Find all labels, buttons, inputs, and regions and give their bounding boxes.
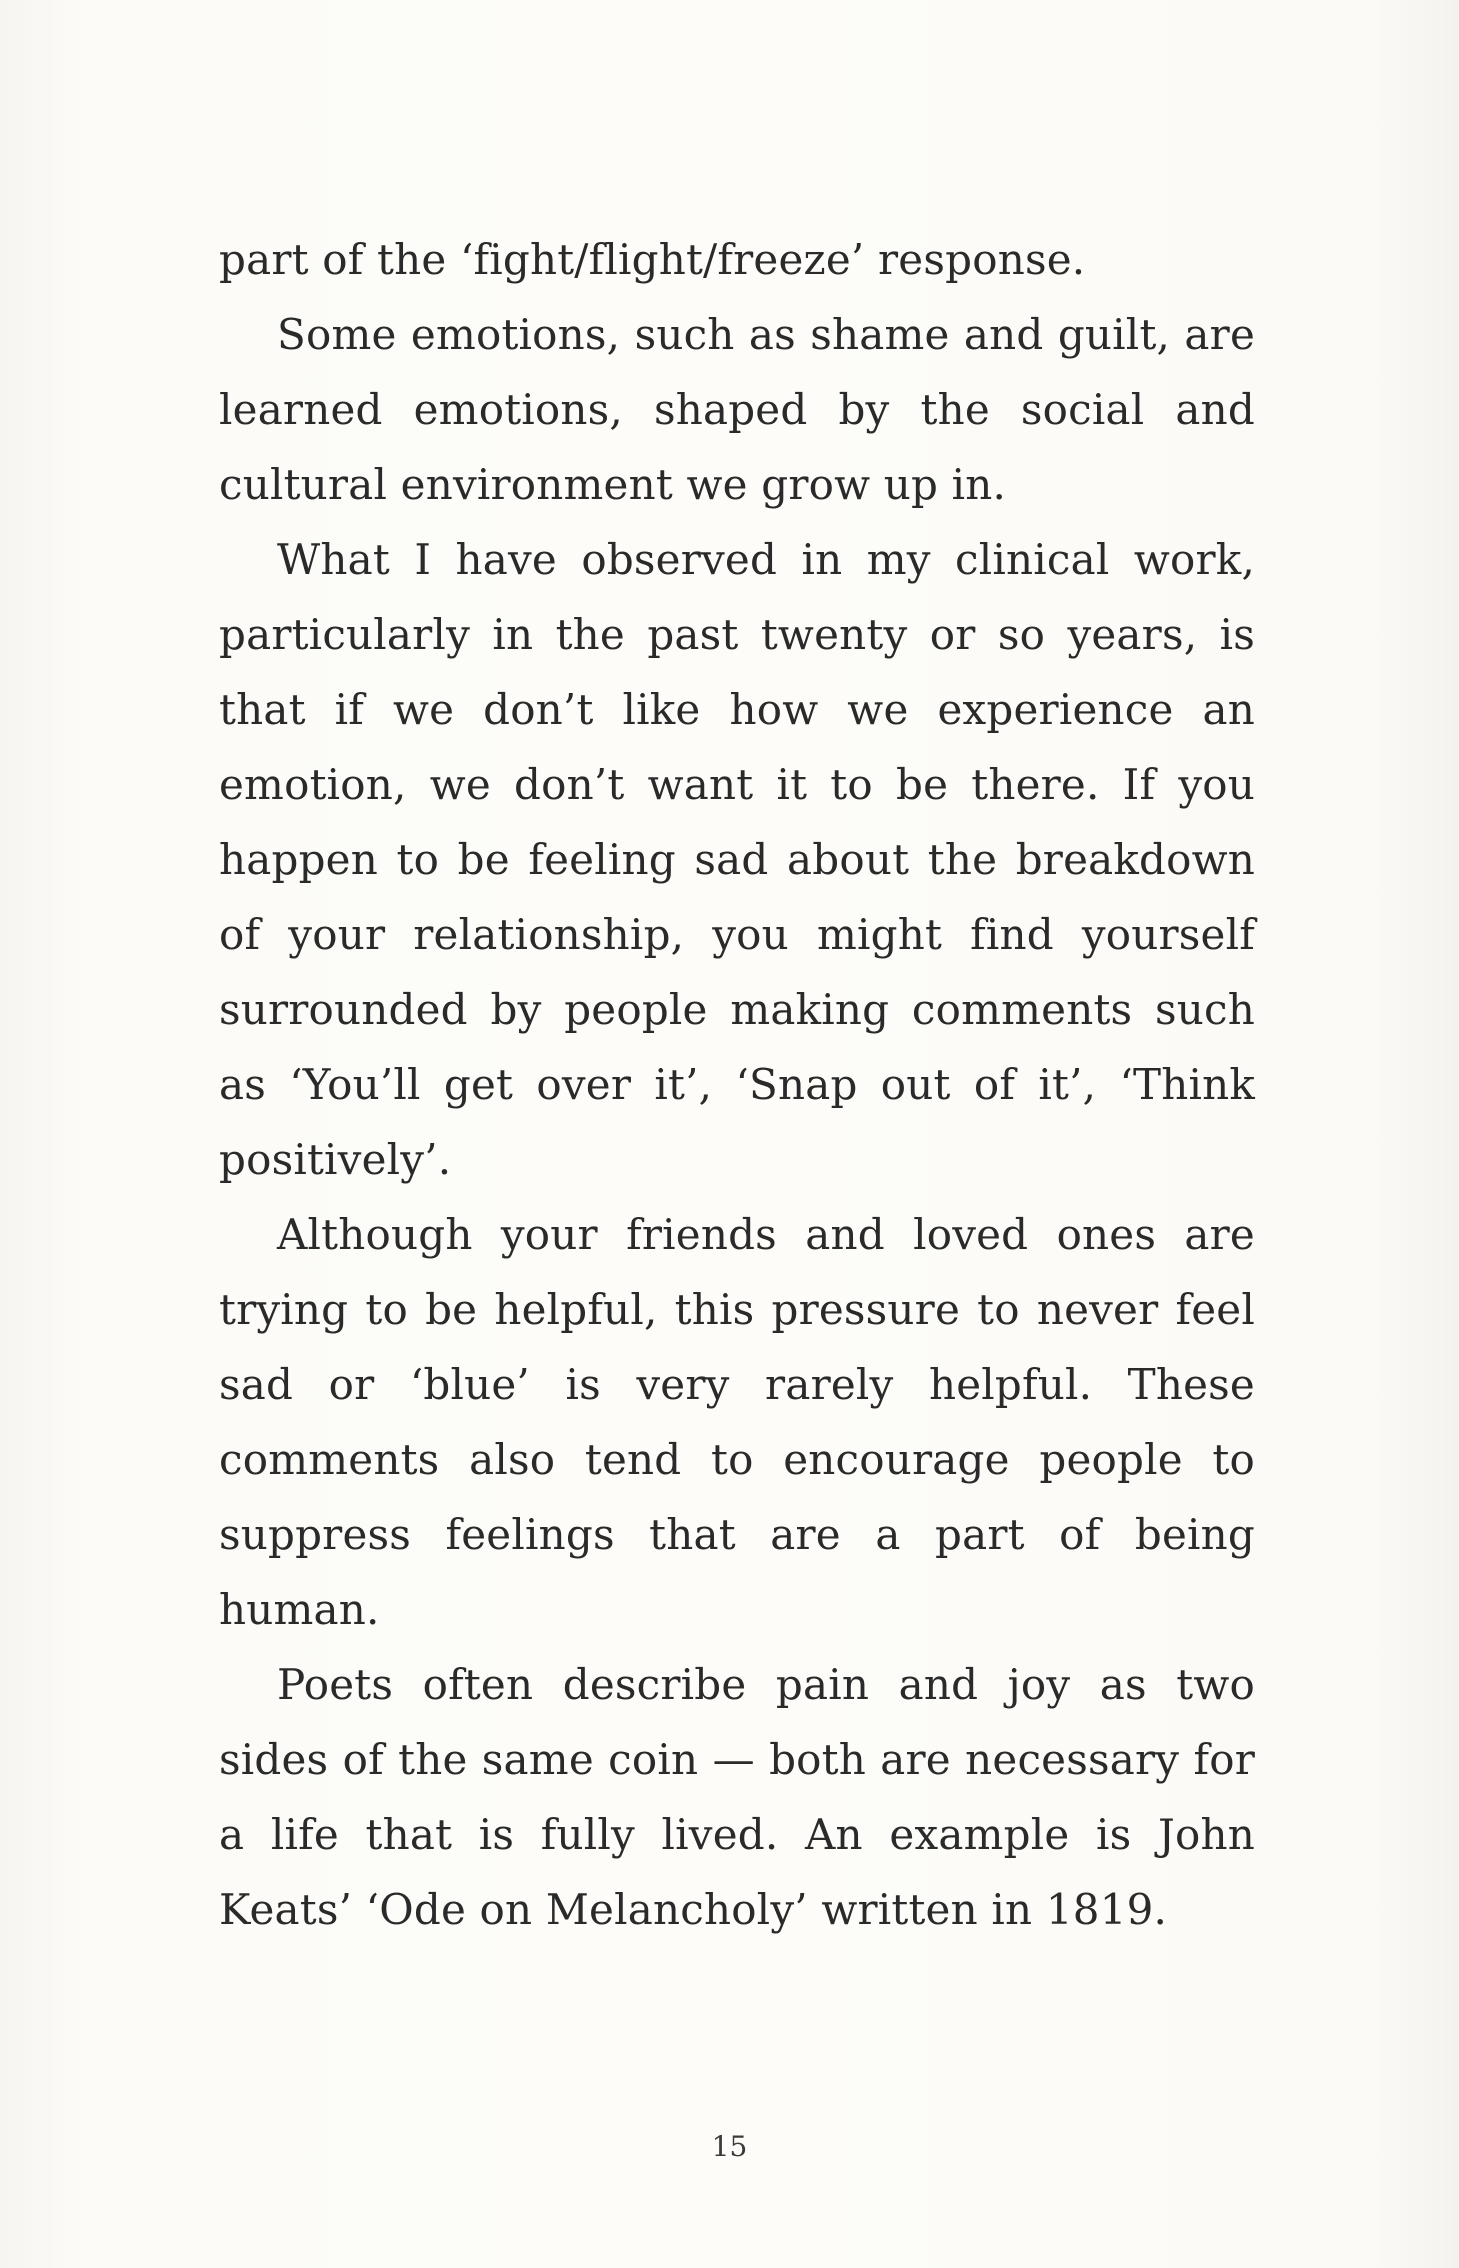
body-text [219, 222, 1255, 1947]
paragraph-3: What I have observed in my clinical work, particularly in the past twenty or so years, is that if we don’t like how we experience an emotion, we don’t want it to be there. If you happen to be feeling sad about the breakdown of your relationship, you might find yourself surrounded by people making comments such as ‘You’ll get over it’, ‘Snap out of it’, ‘Think positively’. [219, 535, 1255, 1184]
page-number: 15 [711, 2130, 748, 2163]
paragraph-2: Some emotions, such as shame and guilt, are learned emotions, shaped by the social and cultural environment we grow up in. [219, 310, 1255, 509]
paragraph-1: part of the ‘fight/flight/freeze’ response. [219, 235, 1086, 284]
paragraph-5: Poets often describe pain and joy as two sides of the same coin — both are necessary for a life that is fully lived. An example is John Keats’ ‘Ode on Melancholy’ written in 1819. [219, 1660, 1255, 1934]
paragraph-4: Although your friends and loved ones are trying to be helpful, this pressure to never feel sad or ‘blue’ is very rarely helpful. These comments also tend to encourage people to suppress feelings that are a part of being human. [219, 1210, 1255, 1634]
